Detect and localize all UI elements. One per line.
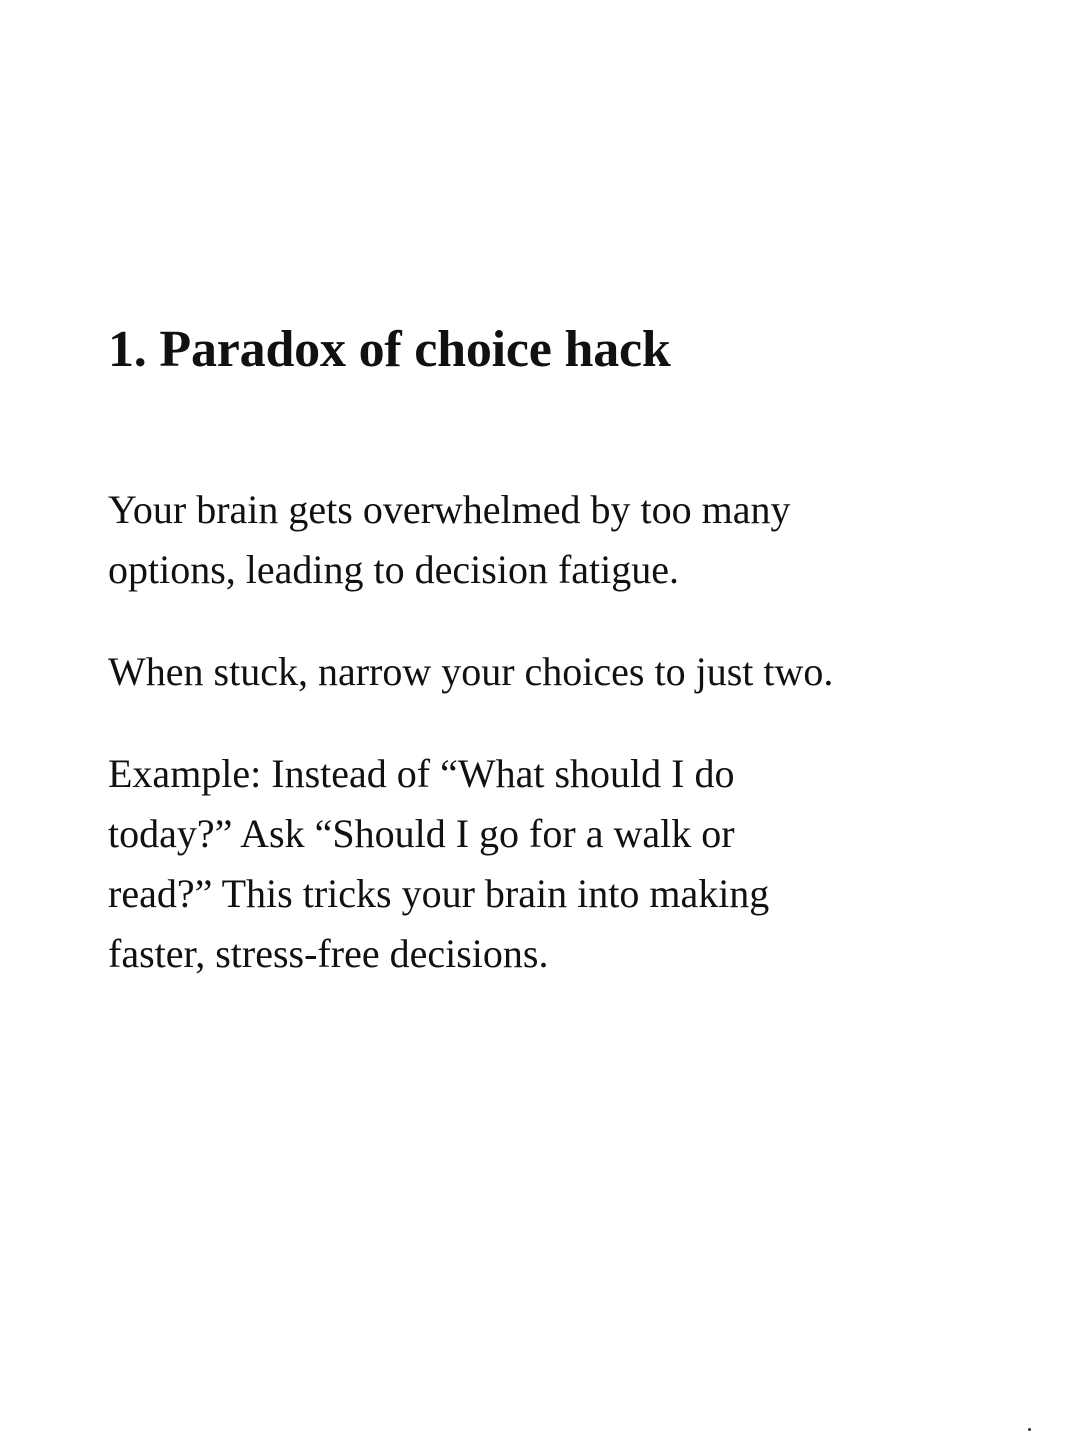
paragraph-example [108, 744, 988, 984]
page-marker-dot [1028, 1428, 1031, 1431]
paragraph-line: faster, stress-free decisions. [108, 931, 549, 976]
paragraph-line: read?” This tricks your brain into making [108, 871, 770, 916]
article-heading: 1. Paradox of choice hack [108, 321, 671, 378]
article-content [108, 318, 988, 984]
paragraph-overwhelm [108, 480, 988, 600]
paragraph-line: Your brain gets overwhelmed by too many [108, 487, 791, 532]
paragraph-line: Example: Instead of “What should I do [108, 751, 735, 796]
paragraph-line: options, leading to decision fatigue. [108, 547, 679, 592]
paragraph-line: When stuck, narrow your choices to just two. [108, 649, 834, 694]
paragraph-line: today?” Ask “Should I go for a walk or [108, 811, 735, 856]
paragraph-narrow-choices [108, 642, 988, 702]
